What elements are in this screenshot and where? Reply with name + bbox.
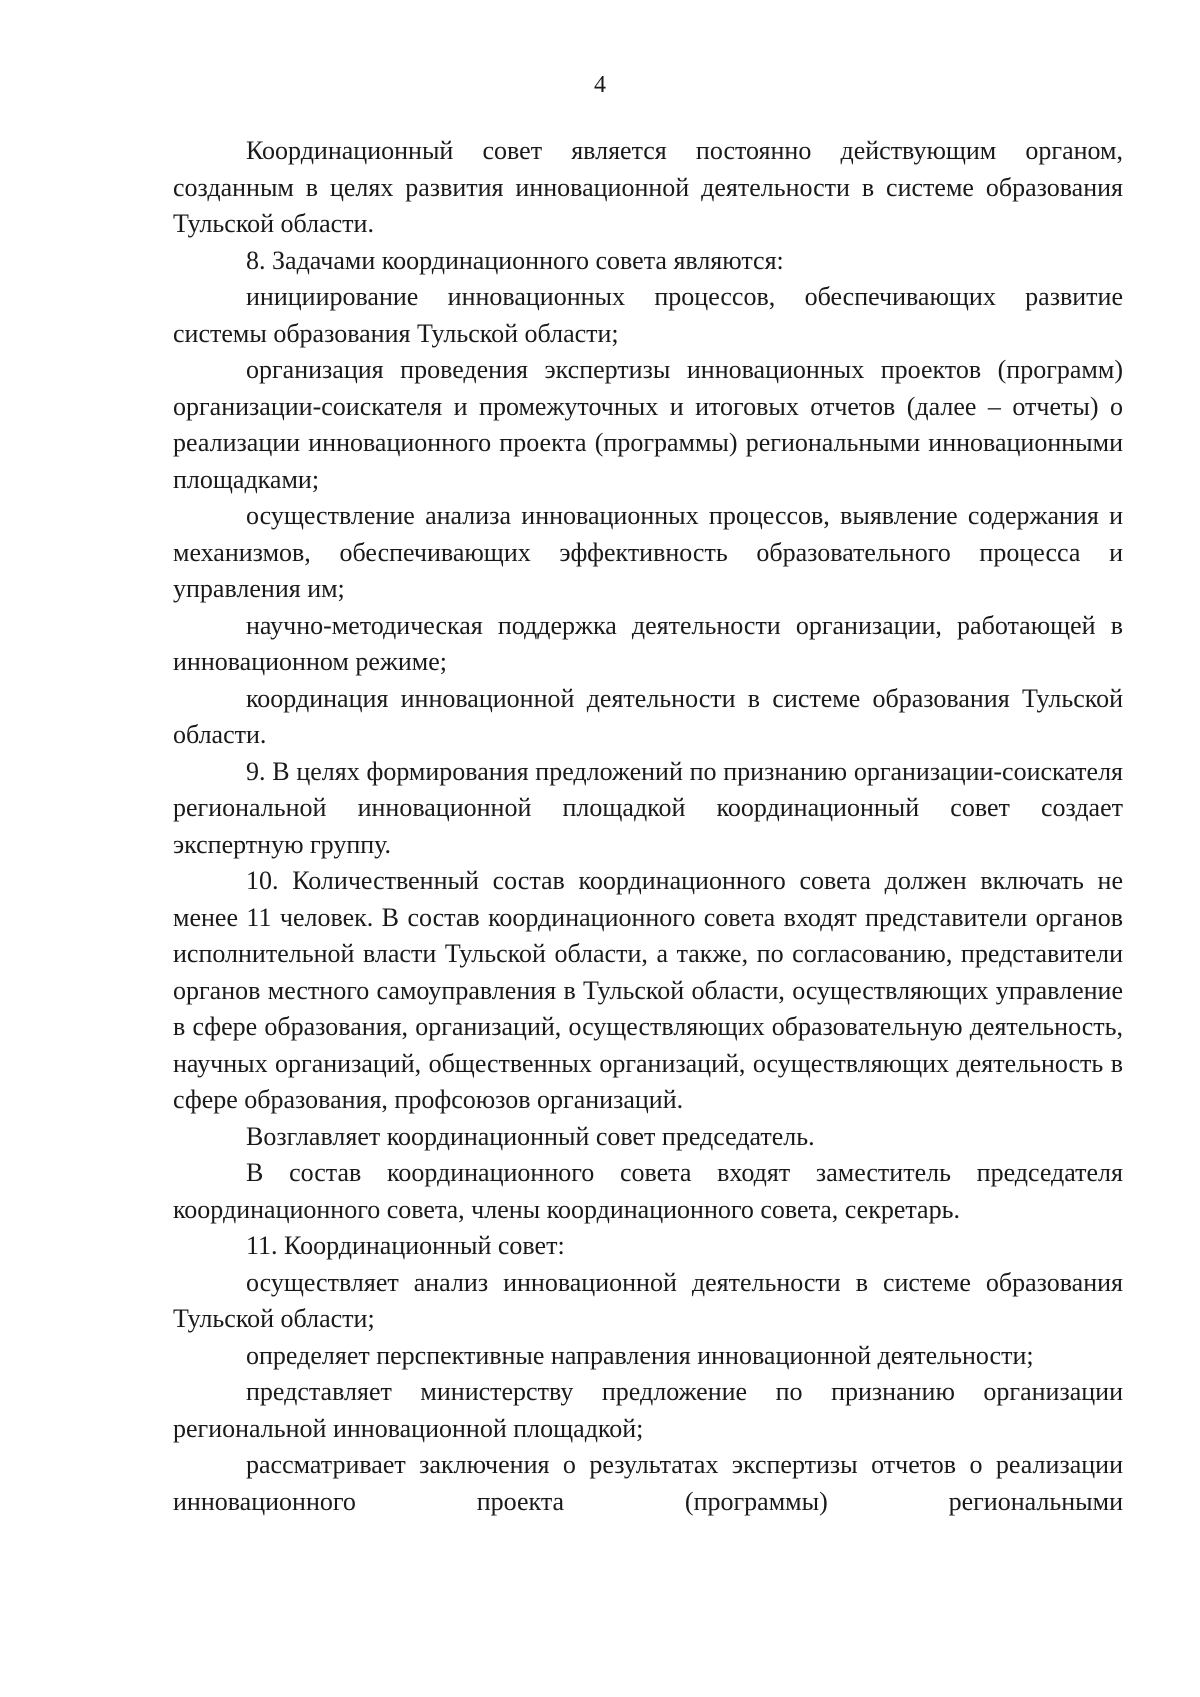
paragraph: инициирование инновационных процессов, обеспечивающих развитие системы образования Тульской области;: [173, 282, 1123, 348]
paragraph: организация проведения экспертизы инновационных проектов (программ) организации-соискателя и промежуточных и итоговых отчетов (далее – отчеты) о реализации инновационного проекта (программы) региональными инновационными площадками;: [173, 355, 1123, 494]
paragraph: В состав координационного совета входят заместитель председателя координационного совета, члены координационного совета, секретарь.: [173, 1158, 1123, 1224]
document-body: [173, 133, 1123, 1520]
paragraph: координация инновационной деятельности в системе образования Тульской области.: [173, 683, 1123, 749]
paragraph: 10. Количественный состав координационного совета должен включать не менее 11 человек. В состав координационного совета входят представители органов исполнительной власти Тульской области, а также, по согласованию, представители органов местного самоуправления в Тульской области, осуществляющих управление в сфере образования, организаций, осуществляющих образовательную деятельность, научных организаций, общественных организаций, осуществляющих деятельность в сфере образования, профсоюзов организаций.: [173, 866, 1123, 1114]
paragraph: 8. Задачами координационного совета являются:: [246, 245, 784, 275]
paragraph: Координационный совет является постоянно действующим органом, созданным в целях развития инновационной деятельности в системе образования Тульской области.: [173, 136, 1123, 238]
paragraph: рассматривает заключения о результатах экспертизы отчетов о реализации инновационного проекта (программы) региональными: [173, 1450, 1123, 1516]
paragraph: научно-методическая поддержка деятельности организации, работающей в инновационном режиме;: [173, 610, 1123, 676]
paragraph: Возглавляет координационный совет председатель.: [246, 1121, 815, 1151]
paragraph: представляет министерству предложение по признанию организации региональной инновационной площадкой;: [173, 1377, 1123, 1443]
paragraph: осуществление анализа инновационных процессов, выявление содержания и механизмов, обеспечивающих эффективность образовательного процесса и управления им;: [173, 501, 1123, 603]
paragraph: 11. Координационный совет:: [246, 1231, 565, 1260]
paragraph: осуществляет анализ инновационной деятельности в системе образования Тульской области;: [173, 1267, 1123, 1333]
page-number: 4: [594, 72, 606, 98]
paragraph: 9. В целях формирования предложений по признанию организации-соискателя региональной инновационной площадкой координационный совет создает экспертную группу.: [173, 756, 1123, 859]
paragraph: определяет перспективные направления инновационной деятельности;: [246, 1340, 1034, 1370]
